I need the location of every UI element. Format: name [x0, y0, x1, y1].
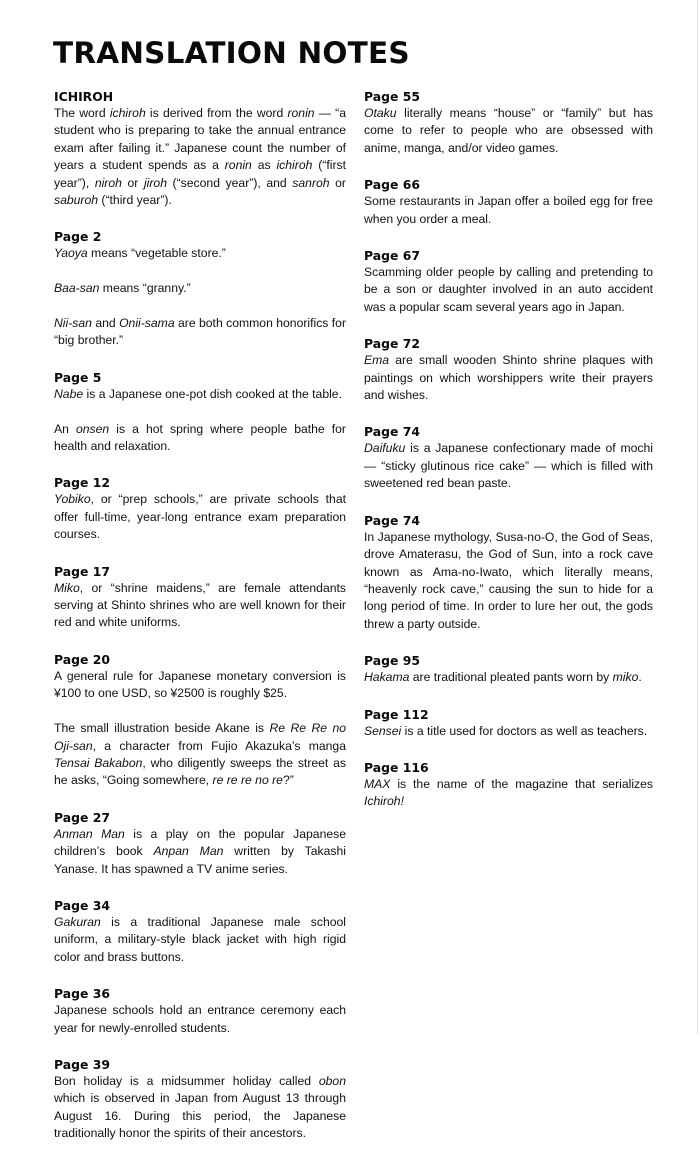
italic-term: Gakuran: [54, 914, 101, 929]
text-run: are traditional pleated pants worn by: [409, 670, 613, 685]
text-run: literally means “house” or “family” but has come to refer to people who are obsessed with anime, manga, and/or video games.: [364, 106, 653, 155]
note-paragraph: [54, 668, 346, 703]
translation-note: [54, 985, 346, 1037]
text-run: is a Japanese one-pot dish cooked at the table.: [83, 386, 342, 401]
translation-note: [54, 651, 346, 790]
note-paragraph: [364, 193, 653, 228]
text-run: or: [121, 175, 144, 190]
translation-note: [54, 88, 346, 209]
note-heading: ICHIROH: [54, 89, 114, 104]
note-paragraph: [54, 1002, 346, 1037]
note-paragraph: [364, 529, 653, 633]
text-run: Japanese schools hold an entrance ceremony each year for newly-enrolled students.: [54, 1003, 346, 1035]
italic-term: Yobiko: [54, 492, 91, 507]
note-heading: Page 116: [364, 759, 429, 775]
note-paragraph: [364, 669, 653, 686]
note-heading: Page 2: [54, 229, 102, 245]
text-run: (“second year”), and: [166, 175, 293, 190]
note-heading: Page 55: [364, 89, 420, 104]
text-run: are small wooden Shinto shrine plaques with paintings on which worshippers write their prayers and wishes.: [364, 353, 653, 403]
italic-term: onsen: [75, 421, 110, 436]
italic-term: Daifuku: [364, 441, 406, 456]
note-paragraph: [364, 264, 653, 316]
italic-term: obon: [318, 1073, 346, 1088]
text-run: — “a student who is preparing to take the annual entrance exam after failing it.” Japanese count the number of years a student spends as a: [54, 106, 346, 173]
text-run: Some restaurants in Japan offer a boiled egg for free when you order a meal.: [364, 194, 653, 226]
translation-note: [54, 228, 346, 349]
note-heading: Page 74: [364, 424, 420, 440]
text-run: is the name of the magazine that serializes: [390, 776, 653, 791]
notes-column-left: [54, 88, 346, 1162]
note-paragraph: [364, 776, 653, 811]
italic-term: jiroh: [143, 175, 167, 190]
note-paragraph: [54, 580, 346, 632]
text-run: is a play on the popular Japanese children’s book: [54, 826, 346, 859]
italic-term: Tensai Bakabon: [54, 755, 143, 770]
translation-note: [364, 423, 653, 492]
text-run: (“first year”),: [54, 158, 346, 190]
note-heading: Page 66: [364, 177, 420, 193]
text-run: , or “prep schools,” are private schools that offer full-time, year-long entrance exam preparation courses.: [54, 492, 346, 542]
italic-term: Ichiroh!: [364, 794, 404, 809]
italic-term: sanroh: [292, 175, 330, 190]
note-paragraph: [54, 491, 346, 543]
note-paragraph: [54, 914, 346, 966]
translation-note: [54, 809, 346, 878]
text-run: is derived from the word: [145, 106, 288, 120]
text-run: .: [638, 670, 642, 685]
italic-term: ronin: [287, 106, 315, 120]
note-heading: Page 5: [54, 369, 102, 385]
note-heading: Page 67: [364, 248, 420, 264]
translation-note: [364, 652, 653, 686]
text-run: ?”: [282, 773, 294, 788]
italic-term: Re Re Re no Oji-san: [54, 721, 346, 753]
note-heading: Page 34: [54, 897, 110, 913]
italic-term: ichiroh: [109, 106, 146, 120]
note-paragraph: [54, 720, 346, 790]
note-heading: Page 74: [364, 512, 420, 528]
note-heading: Page 36: [54, 986, 110, 1002]
text-run: or: [329, 175, 346, 190]
note-paragraph: [54, 386, 346, 403]
note-paragraph: [364, 440, 653, 492]
text-run: is a traditional Japanese male school uniform, a military-style black jacket with high rigid color and brass buttons.: [54, 914, 346, 964]
italic-term: Sensei: [364, 723, 402, 738]
text-run: (“third year”).: [98, 193, 172, 208]
note-paragraph: [364, 352, 653, 404]
page-title: TRANSLATION NOTES: [53, 36, 410, 70]
text-run: written by Takashi Yanase. It has spawned a TV anime series.: [54, 844, 346, 876]
italic-term: Ema: [364, 353, 390, 368]
translation-note: [54, 897, 346, 966]
text-run: is a hot spring where people bathe for health and relaxation.: [54, 421, 346, 454]
italic-term: MAX: [364, 776, 391, 791]
note-heading: Page 27: [54, 809, 110, 825]
text-run: The word: [54, 106, 110, 120]
text-run: An: [54, 421, 76, 436]
text-run: Scamming older people by calling and pretending to be a son or daughter involved in an auto accident was a popular scam several years ago in Japan.: [364, 265, 653, 314]
italic-term: Nii-san: [54, 316, 92, 331]
translation-note: [364, 176, 653, 228]
translation-note: [364, 759, 653, 811]
italic-term: saburoh: [54, 193, 99, 208]
translation-note: [54, 474, 346, 543]
translation-note: [54, 563, 346, 632]
text-run: Bon holiday is a midsummer holiday called: [54, 1073, 319, 1088]
text-run: In Japanese mythology, Susa-no-O, the God of Seas, drove Amaterasu, the God of Sun, into a rock cave known as Ama-no-Iwato, which literally means, “heavenly rock cave,” causing the sun to hide for a long period of time. In order to lure her out, the gods threw a party outside.: [364, 529, 653, 631]
note-heading: Page 95: [364, 653, 420, 669]
notes-column-right: [364, 88, 653, 830]
text-run: as: [251, 158, 277, 173]
text-run: and: [91, 316, 120, 331]
italic-term: Hakama: [364, 670, 410, 685]
italic-term: Anman Man: [54, 826, 125, 841]
note-paragraph: [54, 826, 346, 878]
text-run: is a title used for doctors as well as teachers.: [401, 723, 648, 738]
note-heading: Page 72: [364, 336, 420, 352]
translation-note: [54, 369, 346, 456]
note-paragraph: [54, 315, 346, 350]
italic-term: ronin: [224, 158, 252, 173]
italic-term: miko: [612, 670, 639, 685]
translation-note: [364, 335, 653, 404]
italic-term: Anpan Man: [153, 844, 224, 859]
translation-note: [364, 706, 653, 740]
text-run: A general rule for Japanese monetary conversion is ¥100 to one USD, so ¥2500 is roughly $25.: [54, 668, 346, 701]
italic-term: Yaoya: [54, 246, 88, 261]
note-paragraph: [54, 245, 346, 262]
italic-term: Baa-san: [54, 281, 100, 296]
italic-term: Otaku: [364, 106, 397, 120]
note-heading: Page 20: [54, 651, 110, 667]
text-run: , a character from Fujio Akazuka’s manga: [92, 738, 346, 753]
text-run: is a Japanese confectionary made of mochi — “sticky glutinous rice cake” — which is filled with sweetened red bean paste.: [364, 441, 653, 491]
italic-term: Nabe: [54, 386, 84, 401]
note-heading: Page 17: [54, 563, 110, 579]
text-run: , who diligently sweeps the street as he asks, “Going somewhere,: [54, 755, 346, 788]
note-paragraph: [364, 105, 653, 157]
translation-note: [364, 512, 653, 633]
italic-term: ichiroh: [276, 158, 313, 173]
italic-term: Onii-sama: [119, 316, 175, 331]
text-run: means “vegetable store.”: [87, 246, 226, 261]
italic-term: Miko: [54, 580, 80, 595]
note-heading: Page 39: [54, 1056, 110, 1072]
note-paragraph: [54, 421, 346, 456]
translation-note: [364, 88, 653, 157]
note-heading: Page 12: [54, 475, 110, 491]
text-run: The small illustration beside Akane is: [54, 721, 270, 736]
note-heading: Page 112: [364, 706, 429, 722]
note-paragraph: [54, 105, 346, 209]
note-paragraph: [364, 723, 653, 740]
text-run: , or “shrine maidens,” are female attendants serving at Shinto shrines who are well known for their red and white uniforms.: [54, 580, 346, 630]
page-edge-line: [697, 0, 698, 1034]
italic-term: re re re no re: [212, 773, 283, 788]
translation-note: [364, 247, 653, 316]
text-run: which is observed in Japan from August 13 through August 16. During this period, the Japanese traditionally honor the spirits of their ancestors.: [54, 1091, 346, 1141]
note-paragraph: [54, 280, 346, 297]
text-run: are both common honorifics for “big brother.”: [54, 316, 347, 348]
text-run: means “granny.”: [99, 281, 191, 296]
note-paragraph: [54, 1073, 346, 1143]
italic-term: niroh: [94, 175, 122, 190]
translation-note: [54, 1056, 346, 1143]
